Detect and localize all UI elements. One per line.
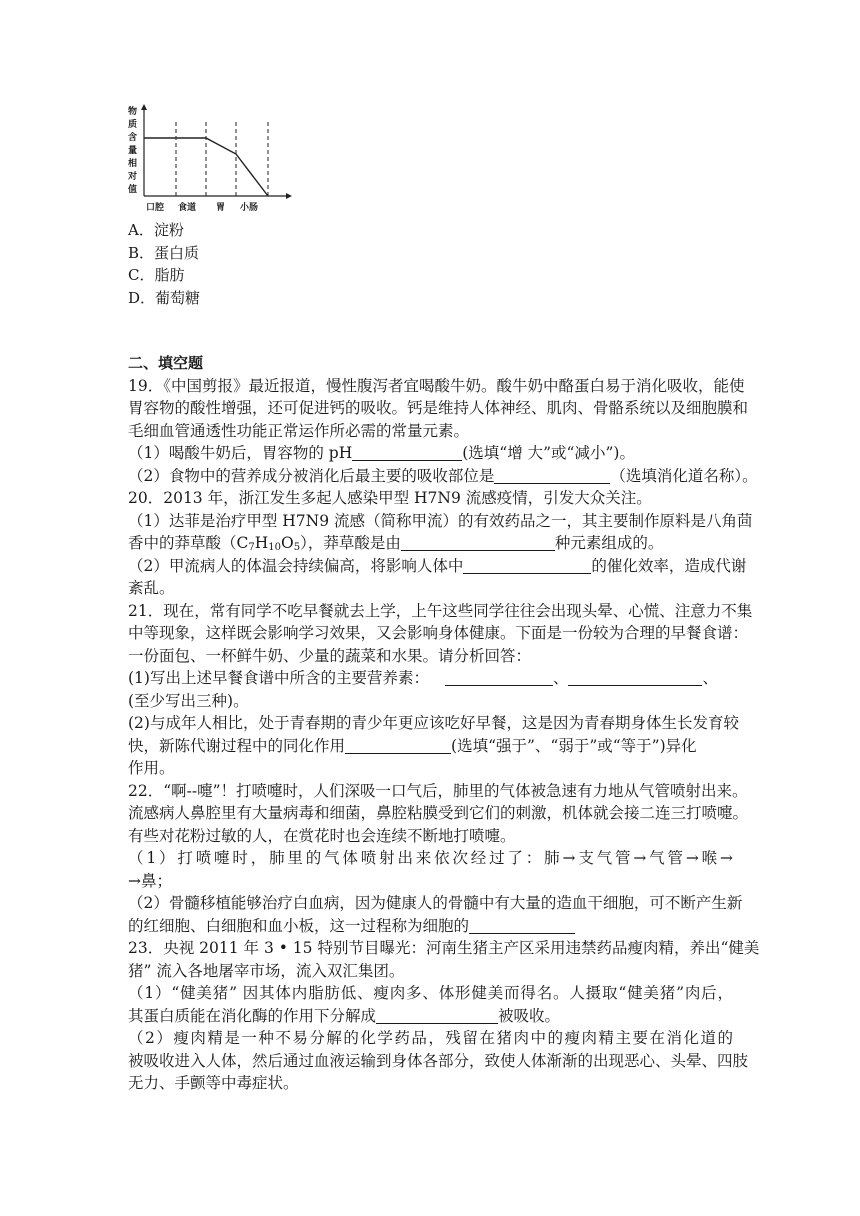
q21-part-2-cont: 作用。 — [128, 759, 175, 777]
answer-blank[interactable] — [345, 736, 451, 754]
y-label-char: 含 — [128, 133, 138, 143]
chart-svg — [118, 102, 296, 214]
q21-part-2: (2)与成年人相比，处于青春期的青少年更应该吃好早餐，这是因为青春期身体生长发育较 — [128, 714, 739, 732]
question-20 — [128, 487, 753, 600]
x-tick-label: 口腔 — [146, 203, 165, 213]
formula-element: H — [254, 534, 269, 552]
formula-element: O — [281, 534, 294, 552]
q20-part-1-cont — [128, 532, 733, 555]
q22-text: 22．“啊--嚏”！打喷嚏时，人们深吸一口气后，肺里的气体被急速有力地从气管喷射出来。 — [128, 781, 748, 800]
q19-text: 19．《中国剪报》最近报道，慢性腹泻者宜喝酸牛奶。酸牛奶中酪蛋白易于消化吸收，能使 — [128, 376, 745, 395]
q19-text: 胃容物的酸性增强，还可促进钙的吸收。钙是维持人体神经、肌肉、骨骼系统以及细胞膜和 — [128, 399, 749, 417]
q20-text: （2）甲流病人的体温会持续偏高，将影响人体中 — [128, 556, 464, 575]
x-tick-label: 食道 — [178, 203, 197, 213]
y-label-char: 相 — [128, 159, 138, 169]
x-axis-arrow — [286, 193, 292, 199]
q22-text: 有些对花粉过敏的人，在赏花时也会连续不断地打喷嚏。 — [128, 826, 516, 845]
q23-part-2: （2）瘦肉精是一种不易分解的化学药品，残留在猪肉中的瘦肉精主要在消化道的 — [128, 1029, 733, 1047]
separator: 、 — [702, 669, 718, 687]
answer-blank[interactable] — [445, 668, 553, 686]
q21-text: (1)写出上述早餐食谱中所含的主要营养素： — [128, 669, 429, 687]
formula-subscript: 10 — [268, 542, 282, 553]
x-tick-label: 小肠 — [240, 203, 259, 213]
option-a: A．淀粉 — [128, 221, 184, 239]
q20-part-2 — [128, 555, 747, 578]
q22-part-2: （2）骨髓移植能够治疗白血病，因为健康人的骨髓中有大量的造血干细胞，可不断产生新 — [128, 894, 743, 912]
answer-blank[interactable] — [401, 533, 555, 551]
q19-p1-text: （1）喝酸牛奶后，胃容物的 pH — [128, 444, 353, 462]
option-b: B．蛋白质 — [128, 243, 200, 262]
q19-part-1 — [128, 442, 733, 465]
q21-text: 21．现在，常有同学不吃早餐就去上学，上午这些同学往往会出现头晕、心慌、注意力不集 — [128, 601, 753, 620]
q23-text: 猪” 流入各地屠宰市场，流入双汇集团。 — [128, 961, 405, 980]
answer-blank[interactable] — [469, 916, 575, 934]
q22-part-1: （1）打喷嚏时，肺里的气体喷射出来依次经过了：肺→支气管→气管→喉→ — [128, 849, 733, 867]
q22-text: 的红细胞、白细胞和血小板，这一过程称为细胞的 — [128, 916, 470, 935]
option-d: D．葡萄糖 — [128, 288, 201, 307]
choice-options — [128, 219, 200, 309]
q21-text: 中等现象，这样既会影响学习效果，又会影响身体健康。下面是一份较为合理的早餐食谱： — [128, 624, 749, 642]
question-19 — [128, 375, 758, 488]
q21-text: 一份面包、一杯鲜牛奶、少量的蔬菜和水果。请分析回答： — [128, 646, 532, 665]
q20-text: 的催化效率，造成代谢 — [591, 556, 747, 575]
q21-part-1 — [128, 667, 733, 690]
answer-blank[interactable] — [463, 556, 591, 574]
q21-part-2-cont — [128, 735, 733, 758]
formula-subscript: 5 — [293, 542, 301, 553]
y-label-char: 对 — [128, 172, 138, 182]
q23-text: 其蛋白质能在消化酶的作用下分解成 — [128, 1006, 377, 1025]
q19-p2-text: （选填消化道名称）。 — [610, 466, 758, 485]
q21-text: 快，新陈代谢过程中的同化作用 — [128, 736, 346, 755]
q19-part-2 — [128, 465, 758, 488]
q23-part-2-cont: 被吸收进入人体，然后通过血液运输到身体各部分，致使人体渐渐的出现恶心、头晕、四肢 — [128, 1051, 749, 1070]
q23-part-1: （1）“健美猪” 因其体内脂肪低、瘦肉多、体形健美而得名。人摄取“健美猪”肉后， — [128, 984, 733, 1002]
answer-blank[interactable] — [568, 668, 702, 686]
q23-part-2-cont: 无力、手颤等中毒症状。 — [128, 1074, 299, 1092]
y-label-char: 质 — [128, 120, 138, 130]
digestion-chart — [118, 102, 296, 214]
formula-subscript: 7 — [248, 542, 255, 553]
fill-in-section — [128, 352, 760, 1095]
q20-text: 香中的莽草酸（C — [128, 534, 249, 552]
q20-text: 种元素组成的。 — [554, 534, 664, 552]
q22-part-2-cont — [128, 915, 733, 938]
y-axis-arrow — [141, 104, 147, 110]
q21-text: (选填“强于”、“弱于”或“等于”)异化 — [451, 736, 697, 755]
q23-text: 被吸收。 — [498, 1006, 561, 1025]
x-tick-label: 胃 — [216, 203, 226, 213]
question-22 — [128, 780, 749, 938]
question-23 — [128, 937, 760, 1095]
q22-text: 流感病人鼻腔里有大量病毒和细菌，鼻腔粘膜受到它们的刺激，机体就会接二连三打喷嚏。 — [128, 804, 749, 822]
q19-p2-text: （2）食物中的营养成分被消化后最主要的吸收部位是 — [128, 466, 495, 485]
q20-part-1: （1）达菲是治疗甲型 H7N9 流感（简称甲流）的有效药品之一，其主要制作原料是八角茴 — [128, 511, 753, 530]
q20-part-2-cont: 紊乱。 — [128, 579, 175, 597]
option-c: C．脂肪 — [128, 266, 185, 284]
y-label-char: 量 — [128, 146, 138, 156]
question-21 — [128, 600, 753, 780]
answer-blank[interactable] — [352, 443, 462, 461]
separator: 、 — [552, 669, 569, 687]
q19-p1-text: (选填“增 大”或“减小”)。 — [462, 444, 635, 462]
section-title: 二、填空题 — [128, 354, 204, 372]
q22-part-1-cont: →鼻； — [128, 871, 172, 890]
q23-text: 23．央视 2011 年 3 • 15 特别节目曝光：河南生猪主产区采用违禁药品瘦肉精，养出“健美 — [128, 939, 760, 957]
q23-part-1-cont — [128, 1005, 733, 1028]
q21-part-1-cont: (至少写出三种)。 — [128, 691, 249, 710]
answer-blank[interactable] — [376, 1006, 498, 1024]
y-label-char: 值 — [128, 185, 138, 195]
q20-text: ），莽草酸是由 — [300, 534, 401, 552]
answer-blank[interactable] — [494, 466, 610, 484]
q19-text: 毛细血管通透性功能正常运作所必需的常量元素。 — [128, 421, 470, 440]
y-label-char: 物 — [128, 107, 138, 117]
q20-text: 20．2013 年，浙江发生多起人感染甲型 H7N9 流感疫情，引发大众关注。 — [128, 489, 652, 507]
